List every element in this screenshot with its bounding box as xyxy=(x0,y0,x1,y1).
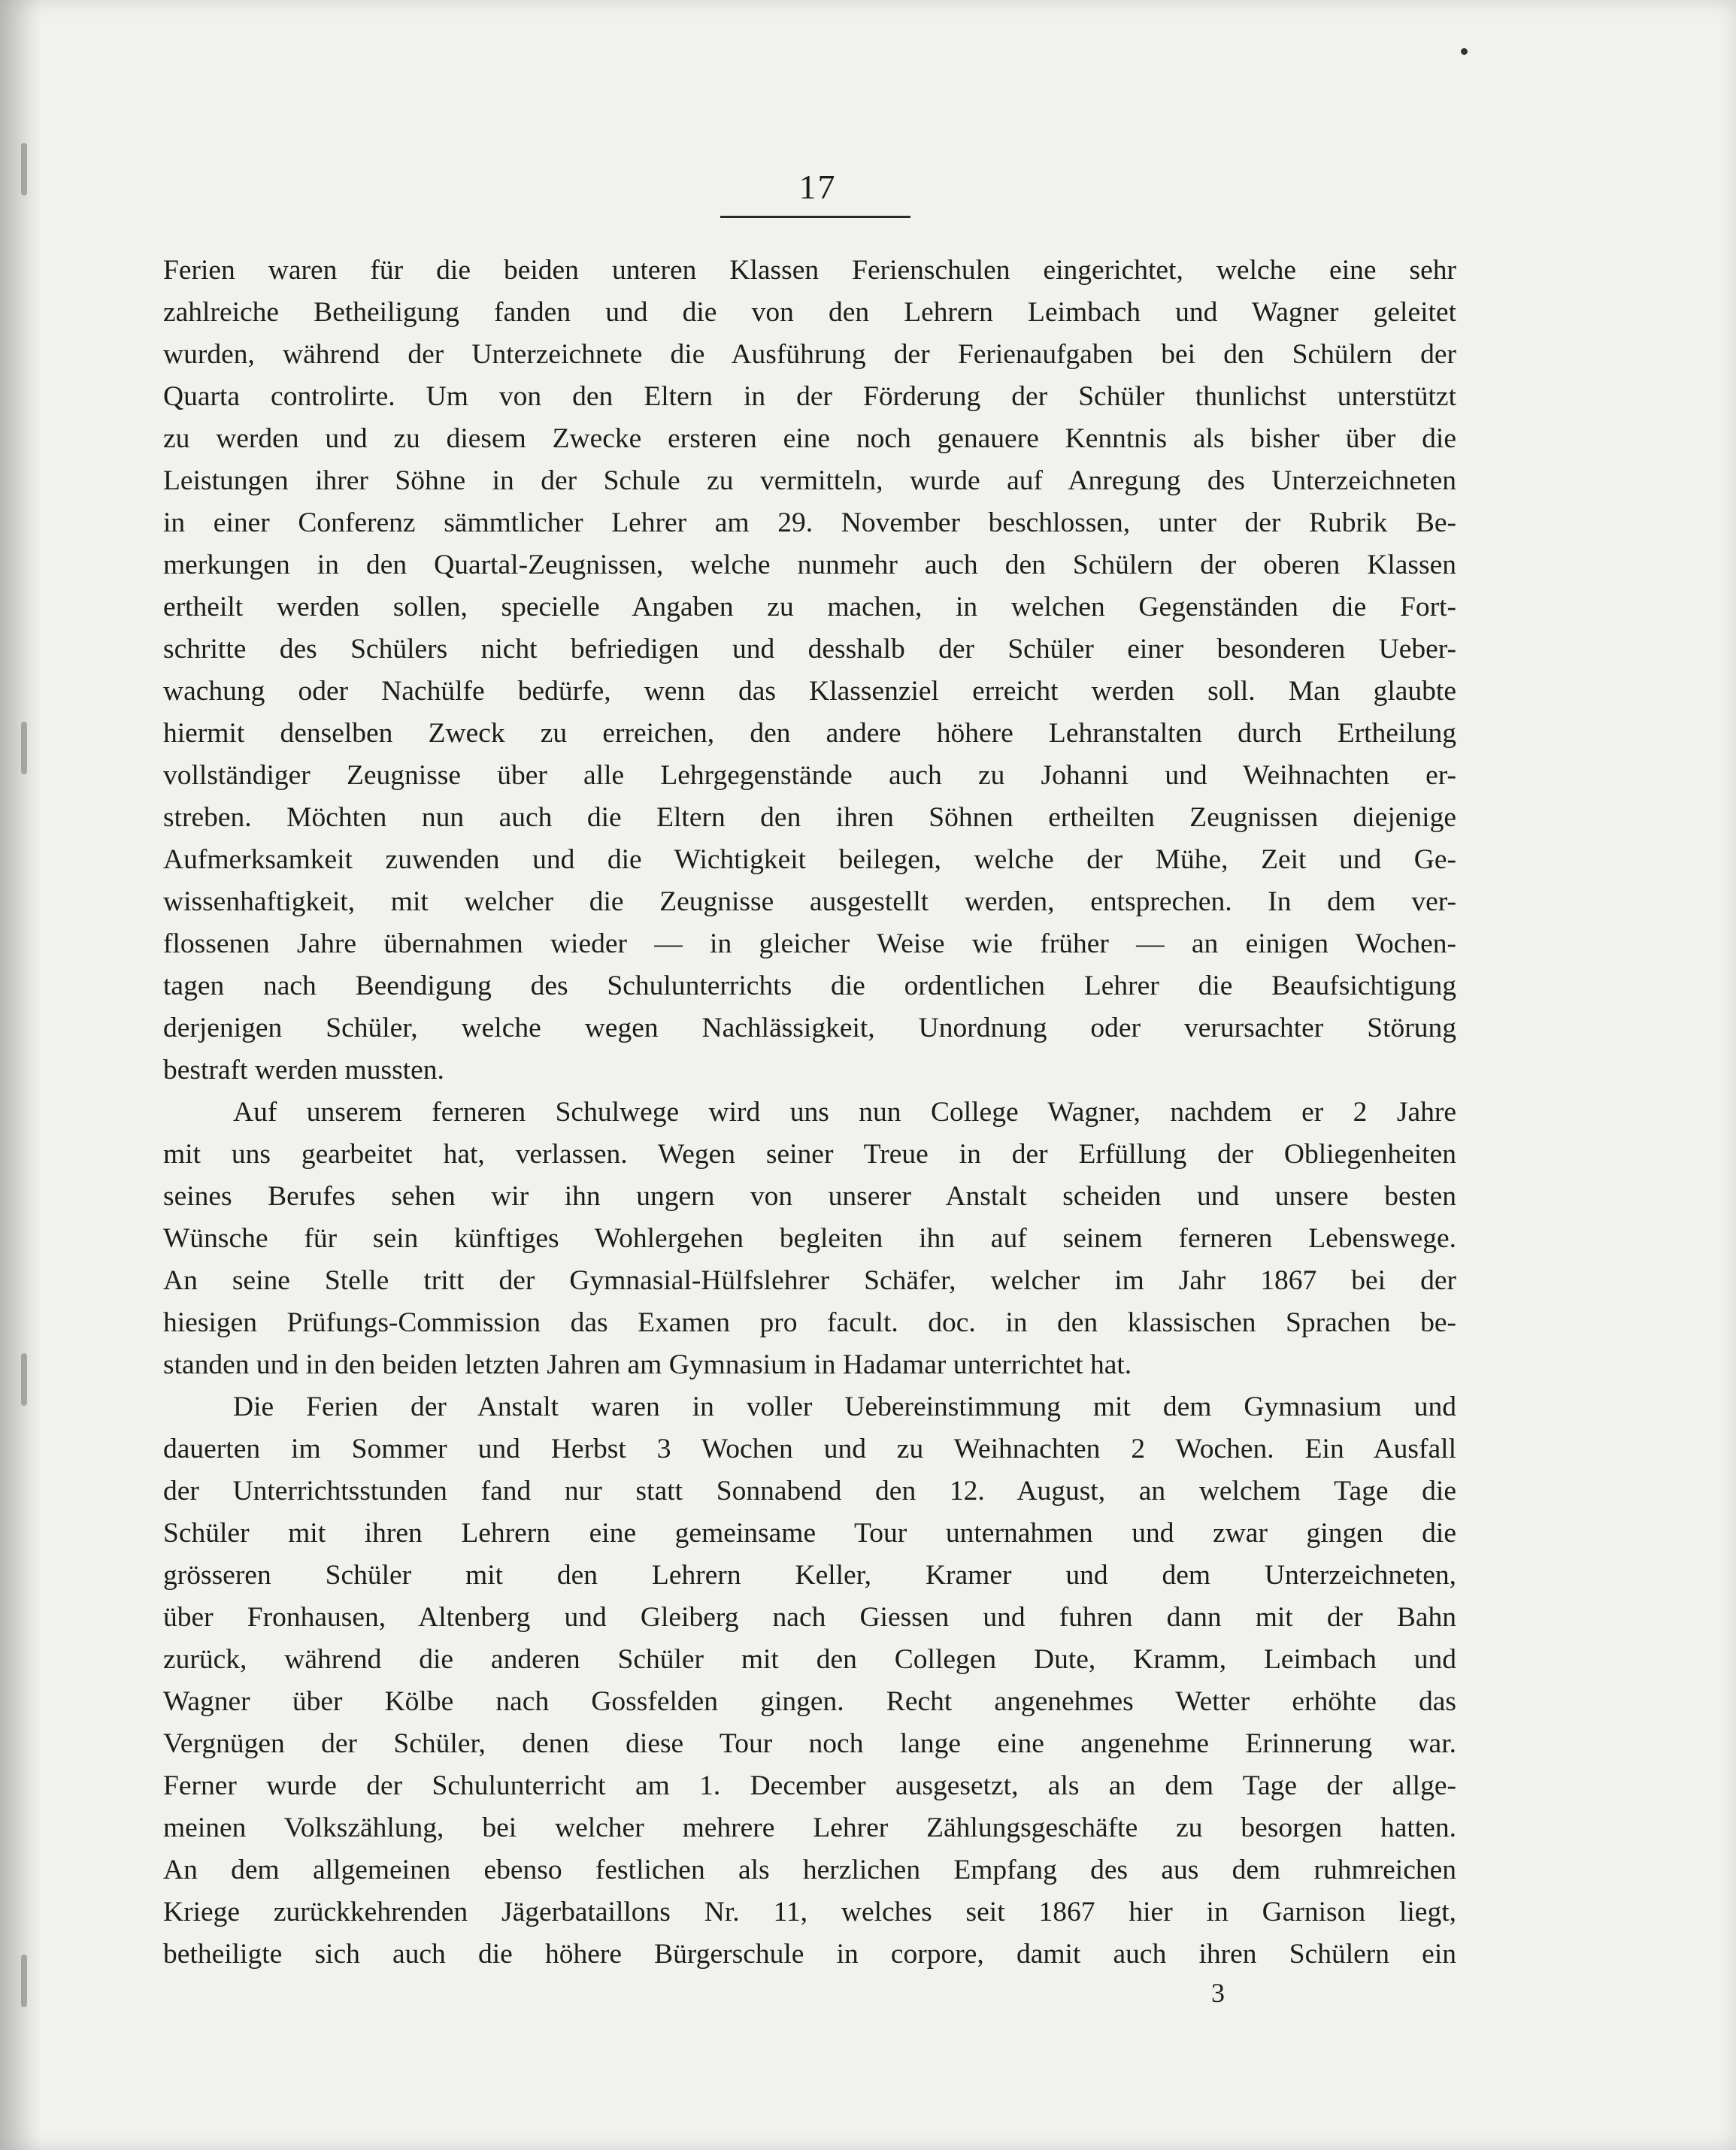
text-line: zurück, während die anderen Schüler mit den Collegen Dute, Kramm, Leimbach und xyxy=(163,1644,1456,1675)
binding-mark xyxy=(21,722,27,774)
text-line: der Unterrichtsstunden fand nur statt Sonnabend den 12. August, an welchem Tage die xyxy=(163,1476,1456,1507)
text-line: merkungen in den Quartal-Zeugnissen, welche nunmehr auch den Schülern der oberen Klassen xyxy=(163,550,1456,580)
text-line: vollständiger Zeugnisse über alle Lehrgegenstände auch zu Johanni und Weihnachten er- xyxy=(163,760,1456,791)
text-line: An seine Stelle tritt der Gymnasial-Hülfslehrer Schäfer, welcher im Jahr 1867 bei der xyxy=(163,1265,1456,1296)
text-line: derjenigen Schüler, welche wegen Nachlässigkeit, Unordnung oder verursachter Störung xyxy=(163,1013,1456,1043)
text-line: hiermit denselben Zweck zu erreichen, den andere höhere Lehranstalten durch Ertheilung xyxy=(163,718,1456,749)
text-line: Leistungen ihrer Söhne in der Schule zu vermitteln, wurde auf Anregung des Unterzeichneten xyxy=(163,465,1456,496)
text-line: flossenen Jahre übernahmen wieder — in gleicher Weise wie früher — an einigen Wochen- xyxy=(163,928,1456,959)
page-number: 17 xyxy=(798,168,837,206)
text-line: über Fronhausen, Altenberg und Gleiberg nach Giessen und fuhren dann mit der Bahn xyxy=(163,1602,1456,1633)
binding-mark xyxy=(21,1955,27,2007)
text-line: zu werden und zu diesem Zwecke ersteren eine noch genauere Kenntnis als bisher über die xyxy=(163,423,1456,454)
text-line: seines Berufes sehen wir ihn ungern von unserer Anstalt scheiden und unsere besten xyxy=(163,1181,1456,1212)
text-line: Vergnügen der Schüler, denen diese Tour noch lange eine angenehme Erinnerung war. xyxy=(163,1728,1456,1759)
text-line: mit uns gearbeitet hat, verlassen. Wegen seiner Treue in der Erfüllung der Obliegenheiten xyxy=(163,1139,1456,1170)
binding-mark xyxy=(21,143,27,195)
text-line: Die Ferien der Anstalt waren in voller Uebereinstimmung mit dem Gymnasium und xyxy=(233,1391,1456,1422)
text-line: meinen Volkszählung, bei welcher mehrere Lehrer Zählungsgeschäfte zu besorgen hatten. xyxy=(163,1812,1456,1843)
text-line: Wünsche für sein künftiges Wohlergehen begleiten ihn auf seinem ferneren Lebenswege. xyxy=(163,1223,1456,1254)
text-line: schritte des Schülers nicht befriedigen und desshalb der Schüler einer besonderen Ueber- xyxy=(163,634,1456,665)
text-line: streben. Möchten nun auch die Eltern den ihren Söhnen ertheilten Zeugnissen diejenige xyxy=(163,802,1456,833)
text-line: Auf unserem ferneren Schulwege wird uns nun College Wagner, nachdem er 2 Jahre xyxy=(233,1097,1456,1128)
text-line: Quarta controlirte. Um von den Eltern in der Förderung der Schüler thunlichst unterstützt xyxy=(163,381,1456,412)
text-line: wachung oder Nachülfe bedürfe, wenn das Klassenziel erreicht werden soll. Man glaubte xyxy=(163,676,1456,707)
text-line: bestraft werden mussten. xyxy=(163,1055,444,1086)
text-line: An dem allgemeinen ebenso festlichen als herzlichen Empfang des aus dem ruhmreichen xyxy=(163,1855,1456,1885)
signature-mark: 3 xyxy=(1211,1978,1225,2008)
binding-gutter-shadow xyxy=(0,0,41,2150)
header-rule xyxy=(720,216,910,218)
text-line: Aufmerksamkeit zuwenden und die Wichtigkeit beilegen, welche der Mühe, Zeit und Ge- xyxy=(163,844,1456,875)
body-text xyxy=(163,250,1456,1976)
text-line: hiesigen Prüfungs-Commission das Examen pro facult. doc. in den klassischen Sprachen be- xyxy=(163,1307,1456,1338)
text-line: wissenhaftigkeit, mit welcher die Zeugnisse ausgestellt werden, entsprechen. In dem ver- xyxy=(163,886,1456,917)
text-line: ertheilt werden sollen, specielle Angaben zu machen, in welchen Gegenständen die Fort- xyxy=(163,592,1456,622)
text-line: Kriege zurückkehrenden Jägerbataillons Nr. 11, welches seit 1867 hier in Garnison liegt, xyxy=(163,1897,1456,1927)
binding-mark xyxy=(21,1353,27,1406)
text-line: Ferien waren für die beiden unteren Klassen Ferienschulen eingerichtet, welche eine sehr xyxy=(163,255,1456,286)
text-line: zahlreiche Betheiligung fanden und die von den Lehrern Leimbach und Wagner geleitet xyxy=(163,297,1456,328)
text-line: Schüler mit ihren Lehrern eine gemeinsame Tour unternahmen und zwar gingen die xyxy=(163,1518,1456,1549)
text-line: dauerten im Sommer und Herbst 3 Wochen und zu Weihnachten 2 Wochen. Ein Ausfall xyxy=(163,1434,1456,1464)
text-line: wurden, während der Unterzeichnete die Ausführung der Ferienaufgaben bei den Schülern der xyxy=(163,339,1456,370)
text-line: tagen nach Beendigung des Schulunterrichts die ordentlichen Lehrer die Beaufsichtigung xyxy=(163,971,1456,1001)
ink-speck xyxy=(1461,48,1468,55)
text-line: Wagner über Kölbe nach Gossfelden gingen. Recht angenehmes Wetter erhöhte das xyxy=(163,1686,1456,1717)
text-line: in einer Conferenz sämmtlicher Lehrer am 29. November beschlossen, unter der Rubrik Be- xyxy=(163,507,1456,538)
text-line: standen und in den beiden letzten Jahren am Gymnasium in Hadamar unterrichtet hat. xyxy=(163,1349,1132,1380)
text-line: grösseren Schüler mit den Lehrern Keller, Kramer und dem Unterzeichneten, xyxy=(163,1560,1456,1591)
text-line: Ferner wurde der Schulunterricht am 1. December ausgesetzt, als an dem Tage der allge- xyxy=(163,1770,1456,1801)
text-line: betheiligte sich auch die höhere Bürgerschule in corpore, damit auch ihren Schülern ein xyxy=(163,1939,1456,1970)
